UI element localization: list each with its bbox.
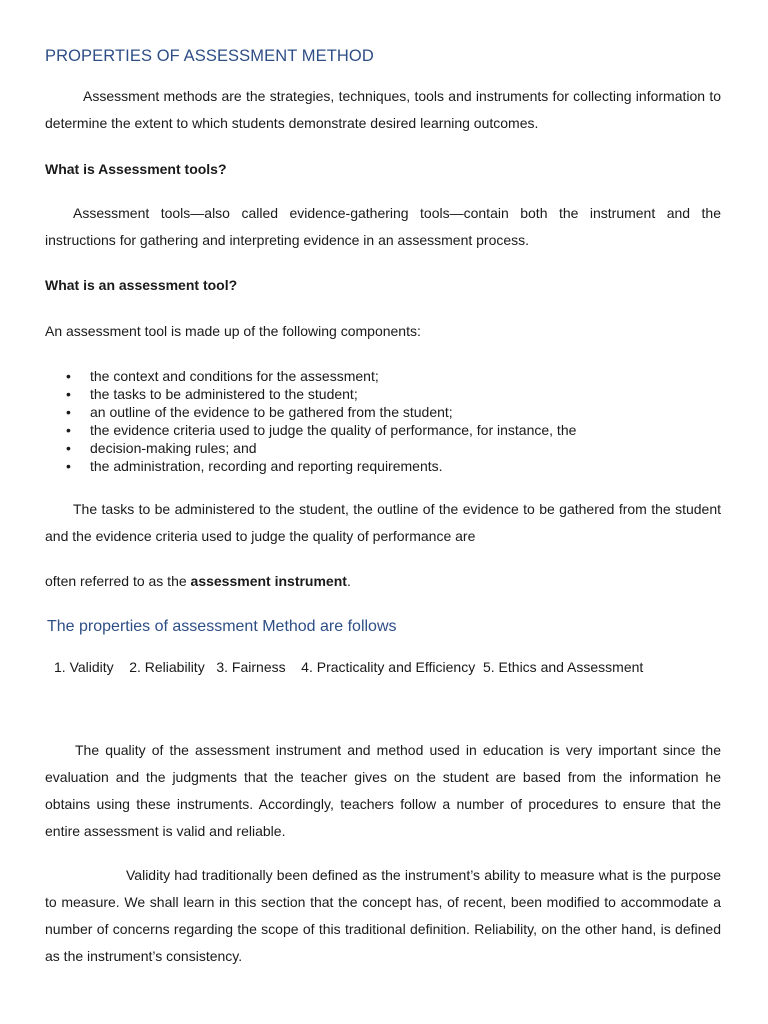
components-list (45, 367, 576, 475)
properties-list: 1. Validity 2. Reliability 3. Fairness 4. Practicality and Efficiency 5. Ethics and Assessment (54, 659, 644, 675)
list-item (45, 385, 576, 403)
list-item-text: the tasks to be administered to the student; (90, 386, 358, 402)
bullet-icon: • (66, 404, 71, 420)
question-heading-assessment-tool: What is an assessment tool? (45, 277, 238, 293)
list-item (45, 439, 576, 457)
list-item-text: the evidence criteria used to judge the quality of performance, for instance, the (90, 422, 577, 438)
components-intro: An assessment tool is made up of the following components: (45, 323, 421, 339)
list-item-text: the context and conditions for the assessment; (90, 368, 379, 384)
properties-heading: The properties of assessment Method are follows (47, 618, 397, 635)
bullet-icon: • (66, 368, 71, 384)
quality-paragraph: The quality of the assessment instrument and method used in education is very important since the evaluation and the judgments that the teacher gives on the student are based from the information he obtains using these instruments. Accordingly, teachers follow a number of procedures to ensure that the entire assessment is valid and reliable. (45, 742, 721, 839)
list-item (45, 421, 576, 439)
bullet-icon: • (66, 440, 71, 456)
instrument-line-suffix: . (346, 573, 351, 589)
instrument-paragraph: The tasks to be administered to the student, the outline of the evidence to be gathered from the student and the evidence criteria used to judge the quality of performance are (45, 501, 721, 544)
bullet-icon: • (66, 422, 71, 438)
list-item (45, 403, 576, 421)
bullet-icon: • (66, 386, 71, 402)
list-item-text: the administration, recording and reporting requirements. (90, 458, 443, 474)
list-item-text: an outline of the evidence to be gathered from the student; (90, 404, 453, 420)
instrument-term: assessment instrument (190, 573, 347, 589)
document-title: PROPERTIES OF ASSESSMENT METHOD (45, 47, 374, 65)
list-item (45, 457, 576, 475)
instrument-definition-line (45, 573, 351, 589)
assessment-tools-paragraph: Assessment tools—also called evidence-gathering tools—contain both the instrument and the instructions for gathering and interpreting evidence in an assessment process. (45, 205, 721, 248)
question-heading-assessment-tools: What is Assessment tools? (45, 161, 227, 177)
list-item (45, 367, 576, 385)
list-item-text: decision-making rules; and (90, 440, 257, 456)
intro-paragraph: Assessment methods are the strategies, techniques, tools and instruments for collecting information to determine the extent to which students demonstrate desired learning outcomes. (45, 88, 721, 131)
bullet-icon: • (66, 458, 71, 474)
instrument-line-prefix: often referred to as the (45, 573, 191, 589)
validity-paragraph: Validity had traditionally been defined as the instrument’s ability to measure what is the purpose to measure. We shall learn in this section that the concept has, of recent, been modified to accommodate a number of concerns regarding the scope of this traditional definition. Reliability, on the other hand, is defined as the instrument’s consistency. (45, 867, 721, 964)
